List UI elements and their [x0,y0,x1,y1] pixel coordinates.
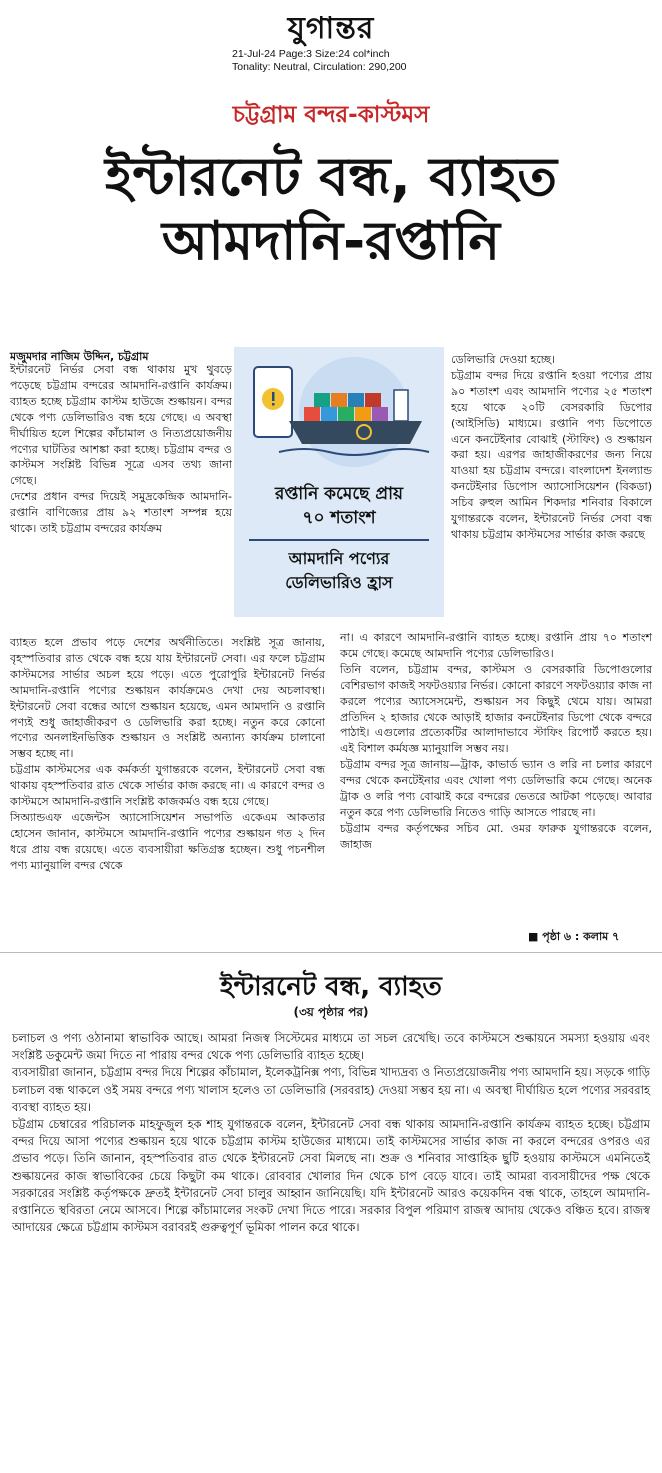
body-column-left-top [10,362,232,537]
body-column-right-top [451,352,652,543]
clipping-meta-tonality: Tonality: Neutral, Circulation: 290,200 [232,61,407,73]
infobox-line: রপ্তানি কমেছে প্রায় [274,484,404,504]
paragraph: চট্টগ্রাম কাস্টমসের এক কর্মকর্তা যুগান্তরকে বলেন, ইন্টারনেট সেবা বন্ধ থাকায় বৃহস্পতিবার রাত থেকে সার্ভার কাজ করছে না। এ কারণে বন্দর ও কাস্টমসে আমদানি-রপ্তানি সংশ্লিষ্ট কাজকর্মও বন্ধ হয়ে গেছে। [10,763,325,809]
paragraph: চট্টগ্রাম বন্দর কর্তৃপক্ষের সচিব মো. ওমর ফারুক যুগান্তরকে বলেন, জাহাজ [340,821,652,851]
infobox-divider [249,539,429,541]
clipping-meta-date-page: 21-Jul-24 Page:3 Size:24 col*inch [232,48,390,60]
clipping-divider [0,952,662,953]
continued-from-label: (৩য় পৃষ্ঠার পর) [293,1005,369,1019]
continued-on-reference: ■ পৃষ্ঠা ৬ : কলাম ৭ [528,930,620,943]
paragraph: না। এ কারণে আমদানি-রপ্তানি ব্যাহত হচ্ছে। রপ্তানি প্রায় ৭০ শতাংশ কমে গেছে। কমেছে আমদানি পণ্যের ডেলিভারিও। [340,631,652,660]
headline-line-2: আমদানি-রপ্তানি [161,211,501,272]
paragraph: চট্টগ্রাম চেম্বারের পরিচালক মাহফুজুল হক শাহ যুগান্তরকে বলেন, ইন্টারনেট সেবা বন্ধ থাকায় আমদানি-রপ্তানি কার্যক্রম ব্যাহত হচ্ছে। চট্টগ্রাম বন্দর দিয়ে আসা পণ্যের শুল্কায়ন হয়ে থাকে চট্টগ্রাম কাস্টম হাউজের মাধ্যমে। তাই কাস্টমসের সার্ভার কাজ না করলে বন্দরের ওপরও এর প্রভাব পড়ে। তিনি জানান, বৃহস্পতিবার রাত থেকে ইন্টারনেট সেবা মিলছে না। শুক্র ও শনিবার সাপ্তাহিক ছুটি হওয়ায় কাস্টমসে এমনিতেই শুল্কায়নের কাজ স্বাভাবিকের চেয়ে কিছুটা কম থাকে। রোববার খোলার দিন থেকে চাপ বেড়ে যাবে। তাই আমরা ব্যবসায়ীদের পক্ষ থেকে সরকারের সংশ্লিষ্ট কর্তৃপক্ষকে দ্রুতই ইন্টারনেট সেবা চালুর আহ্বান জানিয়েছি। যদি ইন্টারনেট আরও কয়েকদিন বন্ধ থাকে, তাহলে আমদানি-রপ্তানিতে স্থবিরতা নেমে আসবে। শিল্পে কাঁচামালের সংকট দেখা দিতে পারে। সরকার বিপুল পরিমাণ রাজস্ব আদায় থেকেও বঞ্চিত হবে। রাজস্ব আদায়ের ক্ষেত্রে চট্টগ্রাম কাস্টমস বরাবরই গুরুত্বপূর্ণ ভূমিকা পালন করে থাকে। [12,1117,650,1235]
paragraph: ডেলিভারি দেওয়া হচ্ছে। [451,353,556,366]
headline-line-1: ইন্টারনেট বন্ধ, ব্যাহত [105,147,557,208]
paragraph: চট্টগ্রাম বন্দর দিয়ে রপ্তানি হওয়া পণ্যের প্রায় ৯০ শতাংশ এবং আমদানি পণ্যের ২৫ শতাংশ হয়ে থাকে ২০টি বেসরকারি ডিপোর (আইসিডি) মাধ্যমে। রপ্তানি পণ্য ডিপোতে এনে কনটেইনার বোঝাই (স্টাফিং) ও শুল্কায়ন করা হয়। এরপর জাহাজীকরণের জন্য নিয়ে যাওয়া হয় চট্টগ্রাম বন্দরে। বাংলাদেশ ইনল্যান্ড কনটেইনার ডিপোস অ্যাসোসিয়েশন (বিকডা) সচিব রুহুল আমিন শিকদার শনিবার বিকালে যুগান্তরকে বলেন, ইন্টারনেট নির্ভর সেবা বন্ধ থাকায় চট্টগ্রাম কাস্টমসের সার্ভার কাজ করছে [451,368,652,541]
infobox [234,347,444,617]
paragraph: ব্যবসায়ীরা জানান, চট্টগ্রাম বন্দর দিয়ে শিল্পের কাঁচামাল, ইলেকট্রনিক্স পণ্য, বিভিন্ন খাদ্যদ্রব্য ও নিত্যপ্রয়োজনীয় পণ্য আমদানি হয়। সড়কে গাড়ি চলাচল বন্ধ থাকলে ওই সময় বন্দরে পণ্য খালাস হলেও তা ডেলিভারি (সরবরাহ) দেওয়া সম্ভব হয় না। এ অবস্থা দীর্ঘায়িত হলে পণ্যের সরবরাহ ব্যবস্থা ব্যাহত হয়। [12,1065,650,1114]
paragraph: চলাচল ও পণ্য ওঠানামা স্বাভাবিক আছে। আমরা নিজস্ব সিস্টেমের মাধ্যমে তা সচল রেখেছি। তবে কাস্টমসে শুল্কায়নে সমস্যা হওয়ায় এবং সংশ্লিষ্ট ডকুমেন্ট জমা দিতে না পারায় বন্দর থেকে পণ্য ডেলিভারি ব্যাহত হচ্ছে। [12,1031,650,1063]
infobox-line: ডেলিভারিও হ্রাস [285,573,393,592]
paragraph: তিনি বলেন, চট্টগ্রাম বন্দর, কাস্টমস ও বেসরকারি ডিপোগুলোর বেশিরভাগ কাজই সফটওয়্যার নির্ভর। কোনো কারণে সফটওয়্যার কাজ না করলে পণ্যের অ্যাসেসমেন্ট, শুল্কায়ন সব কিছুই থেমে যায়। আমরা প্রতিদিন ২ হাজার থেকে আড়াই হাজার কনটেইনার ডিপো থেকে বন্দরে পাঠাই। এগুলোর প্রত্যেকটির আলাদাভাবে স্টাফিং রিপোর্ট করতে হয়। এই বিশাল কর্মযজ্ঞ ম্যানুয়ালি সম্ভব নয়। [340,662,652,756]
newspaper-logo: যুগান্তর [287,11,375,46]
infobox-headline-export [234,482,444,530]
infobox-line: আমদানি পণ্যের [288,549,390,568]
infobox-line: ৭০ শতাংশ [302,508,376,528]
paragraph: সিঅ্যান্ডএফ এজেন্টস অ্যাসোসিয়েশন সভাপতি একেএম আকতার হোসেন জানান, কাস্টমসে আমদানি-রপ্তানি পণ্যের শুল্কায়ন গত ২ দিন ধরে প্রায় বন্ধ রয়েছে। এতে ব্যবসায়ীরা ক্ষতিগ্রস্ত হচ্ছেন। শুধু পচনশীল পণ্য ম্যানুয়ালি বন্দর থেকে [10,810,325,872]
byline: মজুমদার নাজিম উদ্দিন, চট্টগ্রাম [10,350,149,363]
paragraph: ইন্টারনেট নির্ভর সেবা বন্ধ থাকায় মুখ থুবড়ে পড়েছে চট্টগ্রাম বন্দরের আমদানি-রপ্তানি কার্যক্রম। ব্যাহত হচ্ছে চট্টগ্রাম কাস্টম হাউজে শুল্কায়ন। বন্দর থেকে পণ্য ডেলিভারিও বন্ধ হয়ে গেছে। এ অবস্থা দীর্ঘায়িত হলে শিল্পের কাঁচামাল ও নিত্যপ্রয়োজনীয় পণ্যের ঘাটতির আশঙ্কা করা হচ্ছে। চট্টগ্রাম বন্দর ও কাস্টমস সংশ্লিষ্ট বিভিন্ন সূত্রে এসব তথ্য জানা গেছে। [10,363,232,488]
continuation-headline: ইন্টারনেট বন্ধ, ব্যাহত [220,972,442,1002]
cargo-ship-illustration [244,352,434,472]
paragraph: ব্যাহত হলে প্রভাব পড়ে দেশের অর্থনীতিতে। সংশ্লিষ্ট সূত্র জানায়, বৃহস্পতিবার রাত থেকে বন্ধ হয়ে যায় ইন্টারনেট সেবা। এর ফলে চট্টগ্রাম কাস্টমসের সার্ভার অচল হয়ে পড়ে। এতে পুরোপুরি ইন্টারনেট নির্ভর আমদানি-রপ্তানি পণ্যের শুল্কায়ন কার্যক্রমেও দেখা দেয় অচলাবস্থা। ইন্টারনেট সেবা বন্ধের আগে শুল্কায়ন হয়েছে, এমন আমদানি ও রপ্তানি পণ্যই শুধু জাহাজীকরণ ও ডেলিভারি করা হচ্ছে। নতুন করে কোনো পণ্যের অনলাইনভিত্তিক শুল্কায়ন ও সংশ্লিষ্ট অন্যান্য কার্যক্রম চালানো সম্ভব হচ্ছে না। [10,636,325,761]
clipping-meta [232,48,407,74]
article-kicker: চট্টগ্রাম বন্দর-কাস্টমস [232,102,430,128]
body-column-lower-left [10,635,325,874]
paragraph: চট্টগ্রাম বন্দর সূত্র জানায়—ট্রাক, কাভার্ড ভ্যান ও লরি না চলার কারণে বন্দর থেকে কনটেইনার এবং খোলা পণ্য ডেলিভারি কমে গেছে। অনেক ট্রাক ও লরি পণ্য বোঝাই করে বন্দরের ভেতরে আটকা পড়েছে। আবার নতুন করে পণ্য ডেলিভারি নিতেও গাড়ি আসতে পারছে না। [340,758,652,819]
body-column-lower-right [340,630,652,853]
infobox-headline-import [234,547,444,595]
continuation-body [12,1030,650,1236]
paragraph: দেশের প্রধান বন্দর দিয়েই সমুদ্রকেন্দ্রিক আমদানি-রপ্তানি বাণিজ্যের প্রায় ৯২ শতাংশ সম্পন্ন হয়ে থাকে। তাই চট্টগ্রাম বন্দরের কার্যক্রম [10,490,232,536]
article-headline [0,146,662,274]
